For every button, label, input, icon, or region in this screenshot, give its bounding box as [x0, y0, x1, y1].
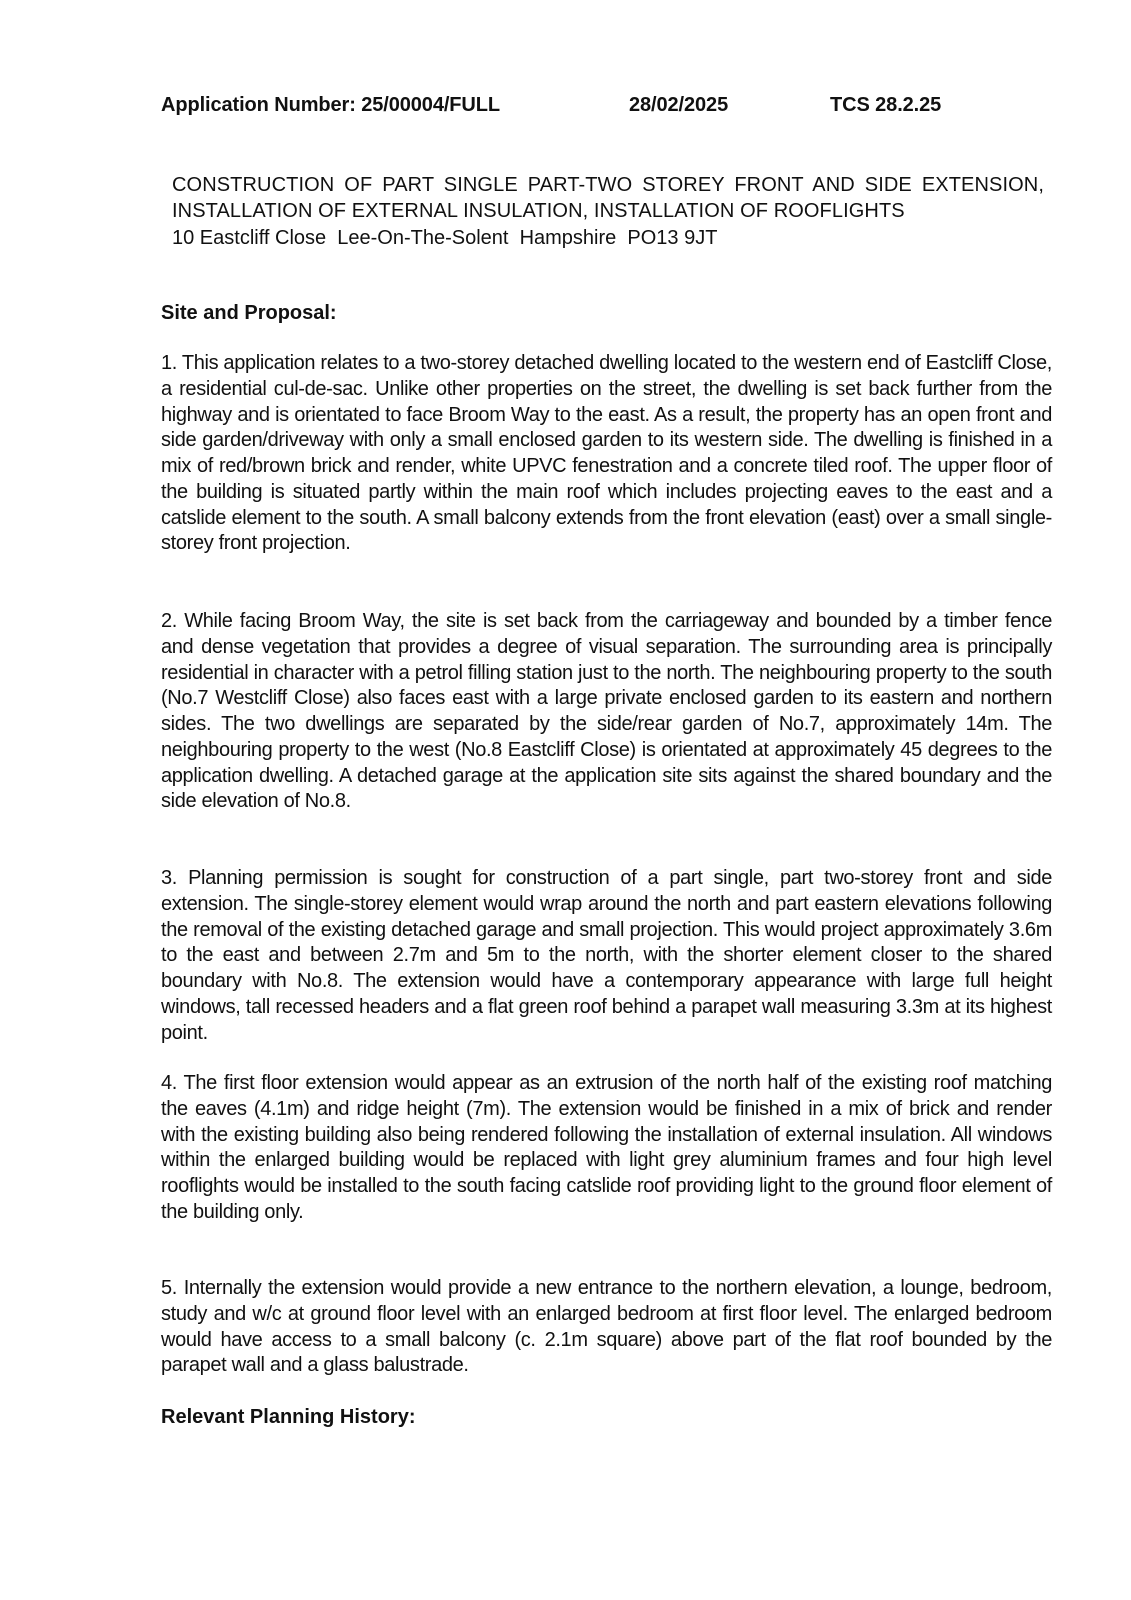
section-heading-site-and-proposal: Site and Proposal:: [161, 302, 337, 324]
paragraph-1: 1. This application relates to a two-storey detached dwelling located to the western end of Eastcliff Close, a residential cul-de-sac. Unlike other properties on the street, the dwelling is set back further from the highway and is orientated to face Broom Way to the east. As a result, the property has an open front and side garden/driveway with only a small enclosed garden to its western side. The dwelling is finished in a mix of red/brown brick and render, white UPVC fenestration and a concrete tiled roof. The upper floor of the building is situated partly within the main roof which includes projecting eaves to the east and a catslide element to the south. A small balcony extends from the front elevation (east) over a small single-storey front projection.: [161, 352, 1052, 555]
paragraph-2: 2. While facing Broom Way, the site is set back from the carriageway and bounded by a timber fence and dense vegetation that provides a degree of visual separation. The surrounding area is principally residential in character with a petrol filling station just to the north. The neighbouring property to the south (No.7 Westcliff Close) also faces east with a large private enclosed garden to its eastern and northern sides. The two dwellings are separated by the side/rear garden of No.7, approximately 14m. The neighbouring property to the west (No.8 Eastcliff Close) is orientated at approximately 45 degrees to the application dwelling. A detached garage at the application site sits against the shared boundary and the side elevation of No.8.: [161, 610, 1052, 813]
application-date: 28/02/2025: [629, 94, 729, 116]
application-number: Application Number: 25/00004/FULL: [161, 94, 500, 116]
proposal-block: [172, 172, 1044, 251]
site-address: 10 Eastcliff Close Lee-On-The-Solent Hampshire PO13 9JT: [172, 226, 718, 249]
document-header: [161, 94, 1052, 122]
paragraph-5: 5. Internally the extension would provide a new entrance to the northern elevation, a lounge, bedroom, study and w/c at ground floor level with an enlarged bedroom at first floor level. The enlarged bedroom would have access to a small balcony (c. 2.1m square) above part of the flat roof bounded by the parapet wall and a glass balustrade.: [161, 1277, 1052, 1377]
proposal-description: CONSTRUCTION OF PART SINGLE PART-TWO STOREY FRONT AND SIDE EXTENSION, INSTALLATION OF EXTERNAL INSULATION, INSTALLATION OF ROOFLIGHTS: [172, 174, 1044, 223]
paragraph-4: 4. The first floor extension would appear as an extrusion of the north half of the existing roof matching the eaves (4.1m) and ridge height (7m). The extension would be finished in a mix of brick and render with the existing building also being rendered following the installation of external insulation. All windows within the enlarged building would be replaced with light grey aluminium frames and four high level rooflights would be installed to the south facing catslide roof providing light to the ground floor element of the building only.: [161, 1072, 1052, 1223]
paragraph-3: 3. Planning permission is sought for construction of a part single, part two-storey front and side extension. The single-storey element would wrap around the north and part eastern elevations following the removal of the existing detached garage and small projection. This would project approximately 3.6m to the east and between 2.7m and 5m to the north, with the shorter element closer to the shared boundary with No.8. The extension would have a contemporary appearance with large full height windows, tall recessed headers and a flat green roof behind a parapet wall measuring 3.3m at its highest point.: [161, 867, 1052, 1044]
officer-reference: TCS 28.2.25: [830, 94, 942, 116]
section-heading-relevant-planning-history: Relevant Planning History:: [161, 1406, 416, 1428]
